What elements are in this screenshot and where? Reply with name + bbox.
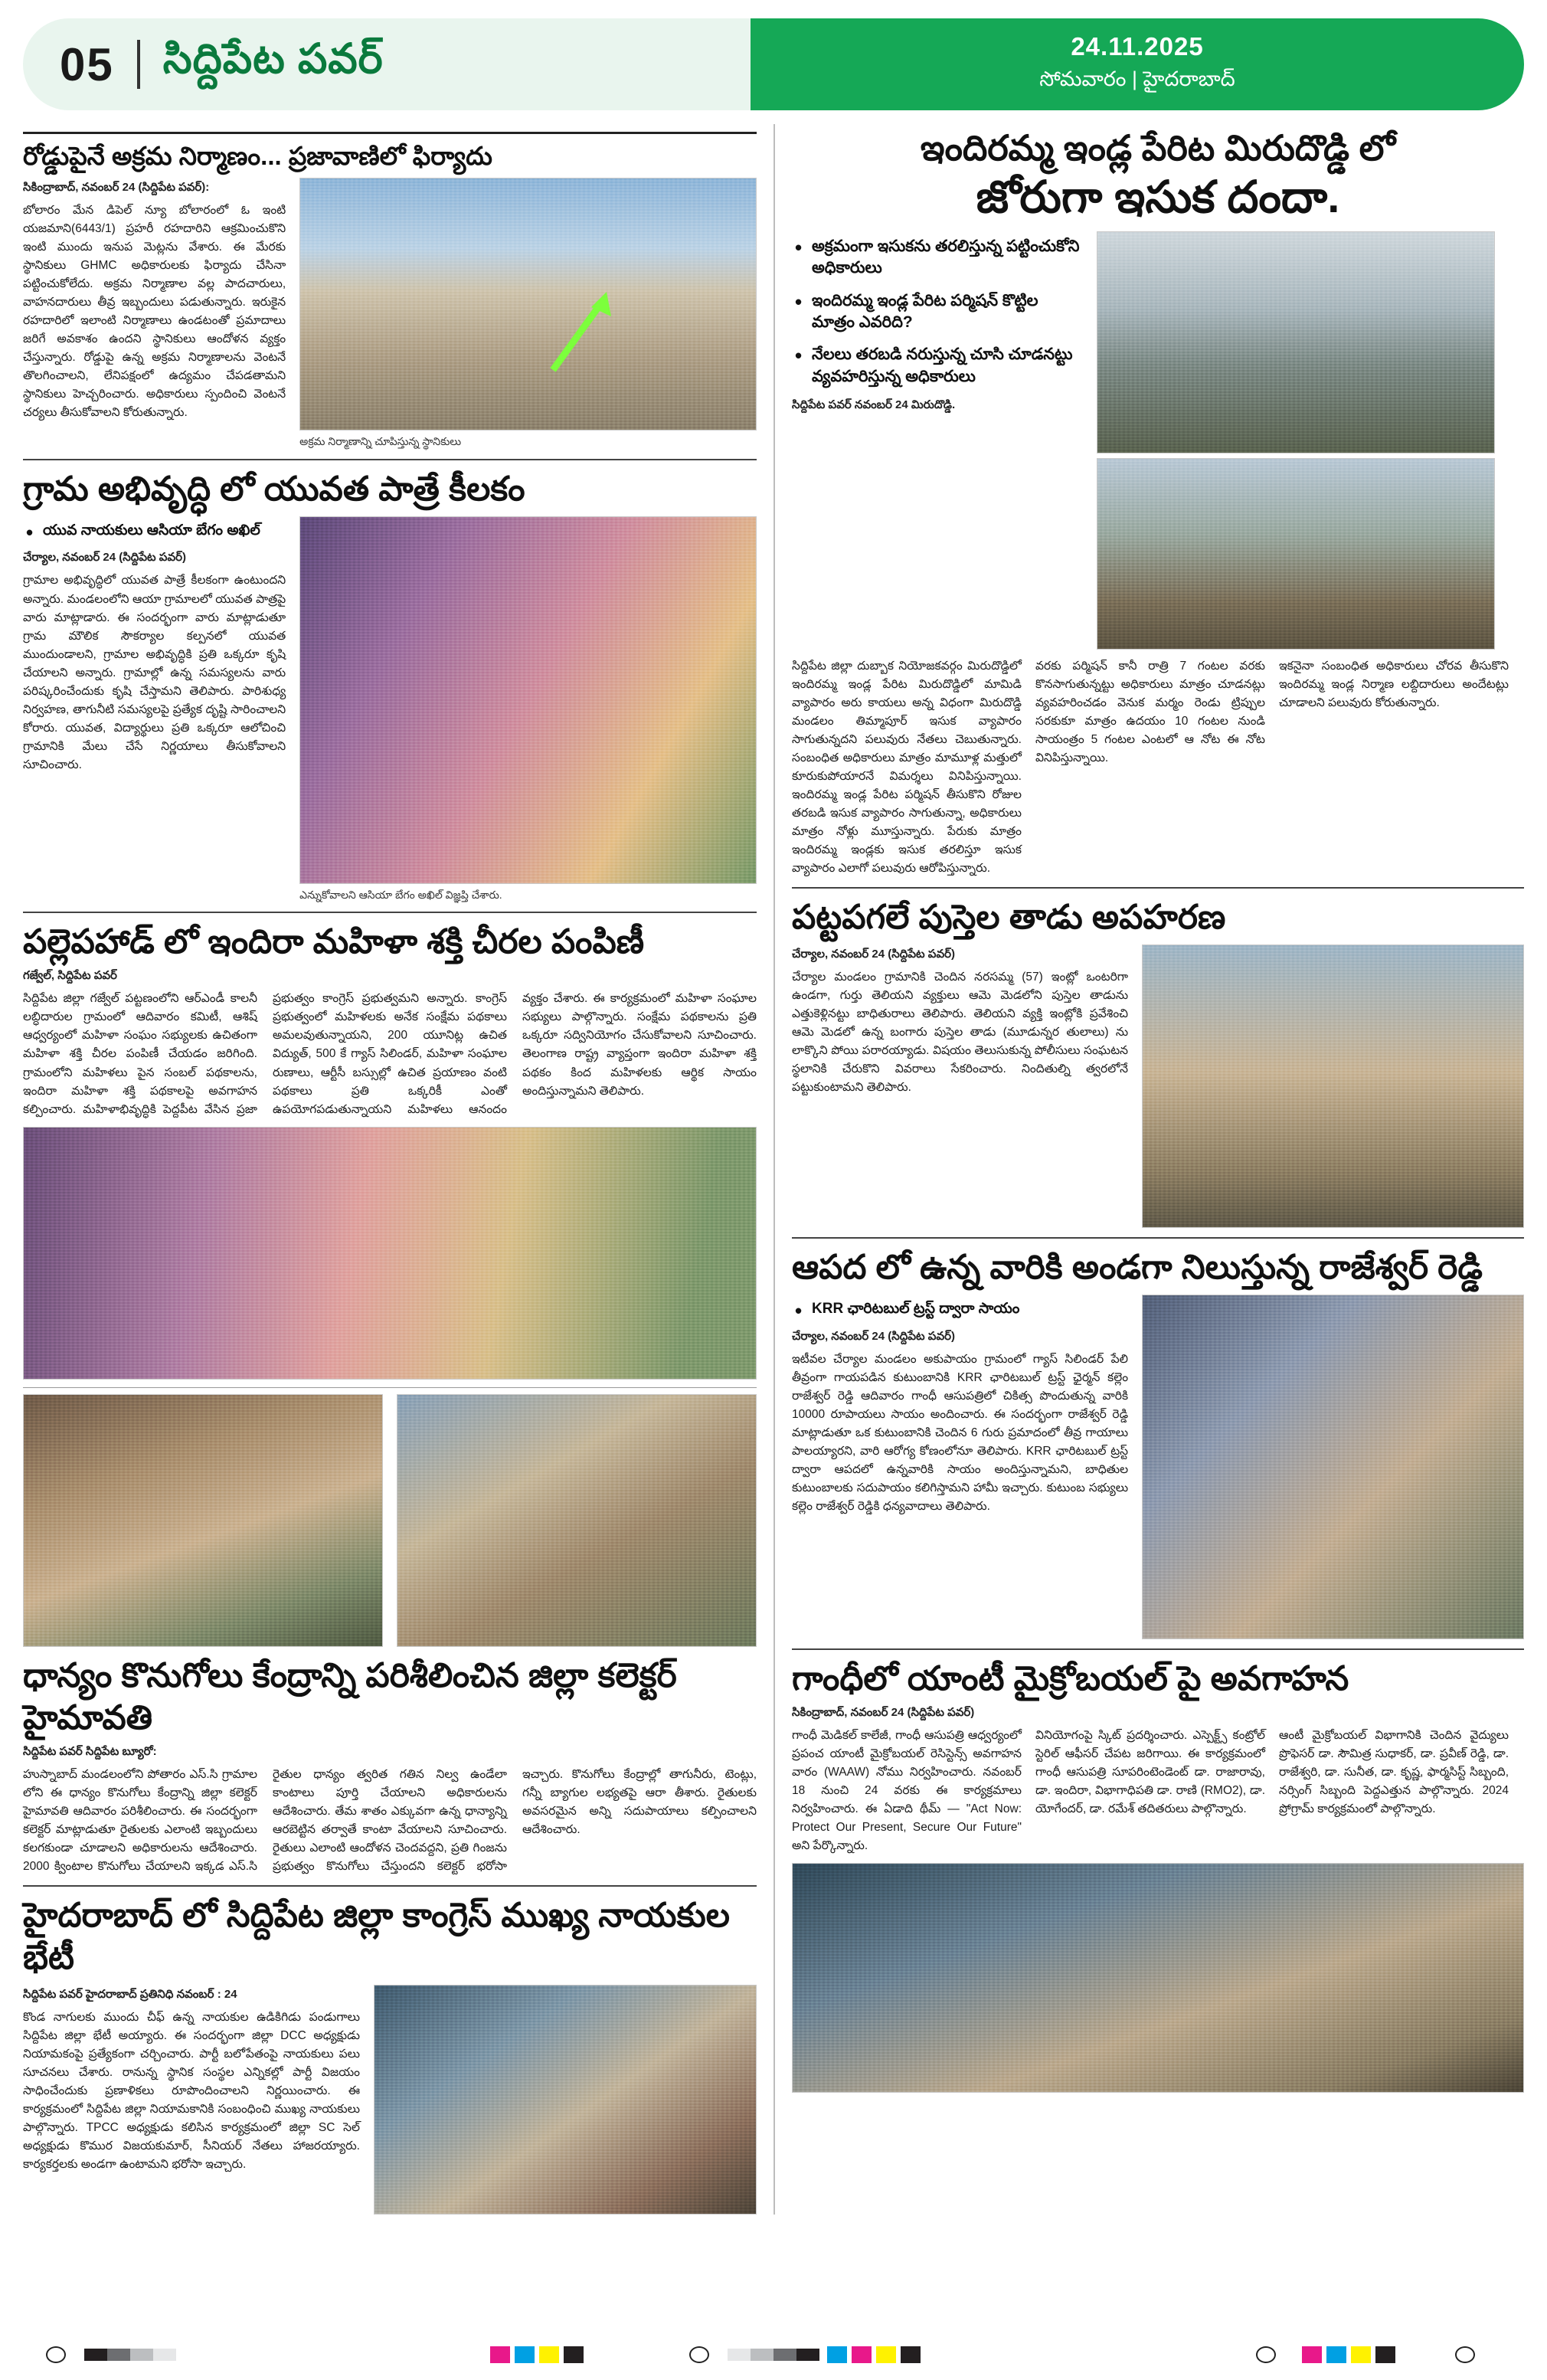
print-registration-bar	[0, 2346, 1547, 2366]
article-body: సిద్దిపేట జిల్లా గజ్వేల్ పట్టణంలోని ఆర్ఎండీ కాలనీ లబ్ధిదారుల గ్రామంలో ఆదివారం కమిటీ, ఆశిష్ ఆధ్వర్యంలో మహిళా సంఘం సభ్యులకు ఉచితంగా మహిళా శక్తి చీరల పంపిణీ చేయడం జరిగింది. గ్రామంలోని మహిళలు పైన సంబల్ పథకాలను, ఇందిరా మహిళా శక్తి పథకాలపై అవగాహన కల్పించారు. మహిళాభివృద్ధికి పెద్దపీట వేసిన ప్రజా ప్రభుత్వం కాంగ్రెస్ ప్రభుత్వమని అన్నారు. కాంగ్రెస్ ప్రభుత్వంలో మహిళలకు అనేక సంక్షేమ పథకాలు అమలవుతున్నాయని, 200 యూనిట్ల ఉచిత విద్యుత్, 500 కే గ్యాస్ సిలిండర్, మహిళా సంఘాల రుణాలు, ఆర్టీసీ బస్సుల్లో ఉచిత ప్రయాణం వంటి పథకాలు ప్రతి ఒక్కరికీ ఎంతో ఉపయోగపడుతున్నాయని మహిళలు ఆనందం వ్యక్తం చేశారు. ఈ కార్యక్రమంలో మహిళా సంఘాల సభ్యులు పాల్గొన్నారు. సంక్షేమ పథకాలను ప్రతి ఒక్కరూ సద్వినియోగం చేసుకోవాలని సూచించారు. తెలంగాణ రాష్ట్ర వ్యాప్తంగా ఇందిరా మహిళా శక్తి పథకం కింద మహిళలకు ఆర్థిక సాయం అందిస్తున్నామని తెలిపారు.	[23, 992, 757, 1116]
rule	[792, 1237, 1524, 1239]
article-body: కొండ నాగులకు ముందు చీఫ్ ఉన్న నాయకుల ఉడికిగిడు పండుగాలు సిద్దిపేట జిల్లా భేటీ అయ్యారు. ఈ సందర్భంగా జిల్లా DCC అధ్యక్షుడు నియామకంపై ప్రత్యేకంగా చర్చించారు. పార్టీ బలోపేతంపై నాయకులు పలు సూచనలు చేశారు. రానున్న స్థానిక సంస్థల ఎన్నికల్లో పార్టీ విజయం సాధించేందుకు ప్రణాళికలు రూపొందించాలని నిర్ణయించారు. ఈ కార్యక్రమంలో సిద్దిపేట జిల్లా నియామకానికి సంబంధించి ముఖ్య నాయకులు పాల్గొన్నారు. TPCC అధ్యక్షుడు కలిసిన కార్యక్రమంలో జిల్లా SC సెల్ అధ్యక్షుడు కొముర విజయకుమార్, సీనియర్ నేతలు హాజరయ్యారు. కార్యకర్తలకు అండగా ఉంటామని భరోసా ఇచ్చారు.	[23, 2010, 360, 2171]
bullet-item: • నేలలు తరబడి నరుస్తున్న చూసి చూడనట్టు వ్యవహరిస్తున్న అధికారులు	[792, 344, 1083, 388]
swatch-cyan	[515, 2346, 535, 2363]
rule	[23, 132, 757, 134]
article-body: బోలారం మేన డిపెల్ న్యూ బోలారంలో ఓ ఇంటి యజమాని(6443/1) ప్రహరీ రహదారిని ఆక్రమించుకొని ఇంటి ముందు ఇనుప మెట్లను వేశారు. ఈ మేరకు స్థానికులు GHMC అధికారులకు ఫిర్యాదు చేసినా పట్టించుకోలేదు. అక్రమ నిర్మాణాల వల్ల పాదచారులు, వాహనదారులు తీవ్ర ఇబ్బందులు పడుతున్నారు. ఇరుకైన రహదారిలో ఇలాంటి నిర్మాణాలు ఉండటంతో ప్రమాదాలు జరిగే అవకాశం ఉందని స్థానికులు ఆందోళన వ్యక్తం చేస్తున్నారు. రోడ్డుపై ఉన్న అక్రమ నిర్మాణాలను వెంటనే తొలగించాలని, లేనిపక్షంలో ఉద్యమం చేపడతామని స్థానికులు హెచ్చరించారు. అధికారులు స్పందించి వెంటనే చర్యలు తీసుకోవాలని కోరుతున్నారు.	[23, 204, 286, 420]
swatch-yellow	[539, 2346, 559, 2363]
article-byline: సిద్దిపేట పవర్ నవంబర్ 24 మిరుదొడ్డి.	[792, 398, 956, 411]
article-body: హుస్నాబాద్ మండలంలోని పోతారం ఎస్.సి గ్రామాల లోని ఈ ధాన్యం కొనుగోలు కేంద్రాన్ని జిల్లా కలెక్టర్ హైమావతి ఆదివారం పరిశీలించారు. ఈ సందర్భంగా కలెక్టర్ మాట్లాడుతూ రైతులకు ఎలాంటి ఇబ్బందులు కలగకుండా చూడాలని అధికారులను ఆదేశించారు. 2000 క్వింటాల కొనుగోలు చేయాలని ఇక్కడ ఎస్.సి రైతుల ధాన్యం త్వరిత గతిన నిల్వ ఉండేలా కాంటాలు పూర్తి చేయాలని అధికారులను ఆదేశించారు. తేమ శాతం ఎక్కువగా ఉన్న ధాన్యాన్ని ఆరబెట్టిన తర్వాతే కాంటా వేయాలని సూచించారు. రైతులు ఎలాంటి ఆందోళన చెందవద్దని, ప్రతి గింజను ప్రభుత్వం కొనుగోలు చేస్తుందని కలెక్టర్ భరోసా ఇచ్చారు. కొనుగోలు కేంద్రాల్లో తాగునీరు, టెంట్లు, గన్నీ బ్యాగుల లభ్యతపై ఆరా తీశారు. రైతులకు అవసరమైన అన్ని సదుపాయాలు కల్పించాలని ఆదేశించారు.	[23, 1767, 757, 1873]
photo-texture	[24, 1395, 382, 1646]
swatch-magenta	[490, 2346, 510, 2363]
rule	[792, 887, 1524, 889]
article-headline: ధాన్యం కొనుగోలు కేంద్రాన్ని పరిశీలించిన జిల్లా కలెక్టర్ హైమావతి	[23, 1656, 677, 1737]
masthead-divider	[137, 40, 140, 89]
swatch-black	[1375, 2346, 1395, 2363]
issue-day-edition: సోమవారం | హైదరాబాద్	[1039, 67, 1235, 90]
article-byline: చేర్యాల, నవంబర్ 24 (సిద్దిపేట పవర్)	[23, 551, 187, 565]
article-photo	[1142, 1295, 1524, 1639]
article-bullets	[792, 236, 1083, 388]
article-body-col3: ఆంటీ మైక్రోబయల్ విభాగానికి చెందిన వైద్యులు ప్రొఫెసర్ డా. సౌమిత్ర సుధాకర్, డా. ప్రవీణ్ రెడ్డి, డా. రాజేశ్వరి, డా. సునీత, డా. కృష్ణ, ఫార్మసిస్ట్ సిబ్బంది, నర్సింగ్ సిబ్బంది పెద్దఎత్తున పాల్గొన్నారు. 2024 ప్రోగ్రామ్ కార్యక్రమంలో పాల్గొన్నారు.	[1279, 1729, 1509, 1816]
issue-date: 24.11.2025	[1071, 32, 1204, 61]
bullet-item: • KRR ఛారిటబుల్ ట్రస్ట్ ద్వారా సాయం	[792, 1299, 1128, 1319]
article-headline: గాంధీలో యాంటీ మైక్రోబయల్ పై అవగాహన	[792, 1660, 1349, 1698]
swatch-magenta	[852, 2346, 872, 2363]
article-byline: సికింద్రాబాద్, నవంబర్ 24 (సిద్దిపేట పవర్)	[792, 1706, 975, 1720]
rule	[23, 459, 757, 460]
swatch-black	[564, 2346, 584, 2363]
photo-texture	[793, 1864, 1523, 2092]
article-antimicrobial-awareness	[792, 1658, 1524, 2093]
article-congress-leaders-meeting	[23, 1894, 757, 2215]
article-body-col1: సిద్దిపేట జిల్లా దుబ్బాక నియోజకవర్గం మిరుదొడ్డిలో ఇందిరమ్మ ఇండ్ల పేరిట మిరుదొడ్డిలో మామిడి వ్యాపారం అరు కాయలు అన్న విధంగా మిరుదొడ్డి మండలం తిమ్మాపూర్ ఇసుక వ్యాపారం సాగుతున్నదని పలువురు నేతలు చెబుతున్నారు. సంబంధిత అధికారులు మాత్రం మామూళ్ల మత్తులో కూరుకుపోయారనే విమర్శలు వినిపిస్తున్నాయి. ఇందిరమ్మ ఇండ్ల పేరిట పర్మిషన్ తీసుకొని రోజుల తరబడి ఇసుక వ్యాపారం సాగుతున్నా, అధికారులు మాత్రం నోళ్లు మూస్తున్నారు. పేరుకు మాత్రం ఇందిరమ్మ ఇండ్లకు ఇసుక తరలిస్తూ ఇసుక వ్యాపారం ఎలాగో పలువురు ఆరోపిస్తున్నారు.	[792, 659, 1022, 876]
article-headline: పల్లెపహాడ్ లో ఇందిరా మహిళా శక్తి చీరల పంపిణీ	[23, 923, 645, 961]
article-byline: సిద్దిపేట పవర్ హైదరాబాద్ ప్రతినిధి నవంబర్ : 24	[23, 1987, 237, 2001]
rule	[23, 1885, 757, 1887]
swatch-magenta	[1302, 2346, 1322, 2363]
article-headline: గ్రామ అభివృద్ధి లో యువత పాత్రే కీలకం	[23, 470, 525, 508]
article-photo	[299, 516, 757, 884]
registration-mark	[1256, 2346, 1276, 2363]
swatch-cyan	[1326, 2346, 1346, 2363]
swatch-yellow	[1351, 2346, 1371, 2363]
color-swatches-far-right	[1302, 2346, 1395, 2363]
photo-pair	[23, 1394, 757, 1647]
swatch-yellow	[876, 2346, 896, 2363]
article-paddy-procurement	[23, 1655, 757, 1876]
page-content	[23, 124, 1524, 2215]
article-headline: ఆపద లో ఉన్న వారికి అండగా నిలుస్తున్న రాజేశ్వర్ రెడ్డి	[792, 1249, 1483, 1287]
registration-mark	[689, 2346, 709, 2363]
article-photo	[1142, 944, 1524, 1228]
article-youth-village-development	[23, 468, 757, 903]
article-body: గ్రామాల అభివృద్ధిలో యువత పాత్రే కీలకంగా ఉంటుందని అన్నారు. మండలంలోని ఆయా గ్రామాలలో యువత పాత్రపై వారు మాట్లాడారు. ఈ సందర్భంగా వారు మాట్లాడుతూ గ్రామ మౌలిక సౌకర్యాల కల్పనలో యువత ముందుండాలని, గ్రామాల అభివృద్ధికి ప్రతి ఒక్కరూ కృషి చేయాలని అన్నారు. గ్రామాల్లో ఉన్న సమస్యలను వారు పరిష్కరించేందుకు కృషి చేస్తామని తెలిపారు. పారిశుధ్య నిర్వహణ, తాగునీటి సమస్యలపై ప్రత్యేక దృష్టి సారించాలని కోరారు. యువత, విద్యార్థులు ప్రతి ఒక్కరూ ఆలోచించి గ్రామానికి మేలు చేసే నిర్ణయాలు తీసుకోవాలని సూచించారు.	[23, 574, 286, 771]
bullet-item: • అక్రమంగా ఇసుకను తరలిస్తున్న పట్టించుకోని అధికారులు	[792, 236, 1083, 280]
article-body-col1: గాంధీ మెడికల్ కాలేజీ, గాంధీ ఆసుపత్రి ఆధ్వర్యంలో ప్రపంచ యాంటీ మైక్రోబయల్ రెసిస్టెన్స్ అవగాహన వారం (WAAW) నోము నిర్వహించారు. నవంబర్ 18 నుంచి 24 వరకు ఈ కార్యక్రమాలు నిర్వహించారు. ఈ ఏడాది థీమ్ — "Act Now: Protect Our Present, Secure Our Future" అని పేర్కొన్నారు.	[792, 1729, 1022, 1853]
article-byline: చేర్యాల, నవంబర్ 24 (సిద్దిపేట పవర్)	[792, 948, 956, 961]
publication-title: సిద్దిపేట పవర్	[162, 36, 384, 82]
photo-texture	[300, 517, 756, 883]
article-photo	[792, 1863, 1524, 2093]
masthead-right	[751, 18, 1524, 110]
bullet-item: • యువ నాయకులు ఆసియా బేగం అఖిల్	[23, 521, 286, 541]
article-photo	[397, 1394, 757, 1647]
article-photo	[299, 178, 757, 430]
article-saree-distribution	[23, 921, 757, 1379]
photo-texture	[24, 1128, 756, 1379]
page-number: 05	[60, 38, 114, 90]
article-body-col2: వరకు పర్మిషన్ కానీ రాత్రి 7 గంటల వరకు కొనసాగుతున్నట్టు అధికారులు మాత్రం చూడనట్లు వ్యవహరించడం వెనుక మర్మం రెండు ట్రిప్పుల సరకుకూ మాత్రం ఉదయం 10 గంటల నుండి సాయంత్రం 5 గంటల ఎంటలో ఆ నోట ఈ నోట వినిపిస్తున్నాయి.	[1035, 659, 1265, 764]
swatch-black	[901, 2346, 921, 2363]
article-chain-snatching	[792, 896, 1524, 1228]
article-photo	[23, 1127, 757, 1380]
article-byline: గజ్వేల్, సిద్దిపేట పవర్	[23, 969, 117, 983]
bullet-item: • ఇందిరమ్మ ఇండ్ల పేరిట పర్మిషన్ కొట్టిల మాత్రం ఎవరిది?	[792, 290, 1083, 334]
article-headline-line2: జోరుగా ఇసుక దందా.	[976, 172, 1340, 223]
arrow-annotation-icon	[300, 178, 757, 430]
photo-texture	[1143, 1295, 1523, 1639]
registration-mark	[46, 2346, 66, 2363]
article-body-col3: ఇకనైనా సంబంధిత అధికారులు చోరవ తీసుకొని ఇందిరమ్మ ఇండ్ల నిర్మాణ లబ్దిదారులు అందేటట్లు చూడాలని పలువురు కోరుతున్నారు.	[1279, 659, 1509, 709]
article-byline: చేర్యాల, నవంబర్ 24 (సిద్దిపేట పవర్)	[792, 1329, 956, 1343]
article-headline: హైదరాబాద్ లో సిద్దిపేట జిల్లా కాంగ్రెస్ ముఖ్య నాయకుల భేటీ	[23, 1896, 730, 1976]
photo-texture	[374, 1986, 756, 2214]
article-krr-charitable-trust	[792, 1246, 1524, 1639]
photo-texture	[1143, 945, 1523, 1227]
photo-caption: ఎన్నుకోవాలని ఆసియా బేగం అఖిల్ విజ్ఞప్తి చేశారు.	[299, 888, 502, 901]
newspaper-page	[0, 18, 1547, 2380]
article-photo	[23, 1394, 383, 1647]
left-column	[23, 124, 774, 2215]
article-body-col2: వినియోగంపై స్కిట్ ప్రదర్శించారు. ఎస్పెక్ట్స్ కంట్రోల్ స్టెరిల్ ఆఫీసర్ చేపట జరిగాయి. ఈ కార్యక్రమంలో గాంధీ ఆసుపత్రి సూపరింటెండెంట్ డా. రాజారావు, డా. ఇందిరా, విభాగాధిపతి డా. రాణి (RMO2), డా. యోగేందర్, డా. రమేశ్ తదితరులు పాల్గొన్నారు.	[1035, 1729, 1265, 1816]
color-swatches-center	[490, 2346, 584, 2363]
swatch-cyan	[827, 2346, 847, 2363]
article-headline: రోడ్డుపైనే అక్రమ నిర్మాణం... ప్రజావాణిలో ఫిర్యాదు	[23, 142, 492, 170]
article-headline: పట్టపగలే పుస్తెల తాడు అపహరణ	[792, 899, 1226, 937]
article-sand-mafia	[792, 127, 1524, 878]
masthead	[23, 18, 1524, 110]
article-body: ఇటీవల చేర్యాల మండలం అకుపాయం గ్రామంలో గ్యాస్ సిలిండర్ పేలి తీవ్రంగా గాయపడిన కుటుంబానికి KRR ఛారిటబుల్ ట్రస్ట్ ఛైర్మన్ కల్లెం రాజేశ్వర్ రెడ్డి ఆదివారం గాంధీ ఆసుపత్రిలో చికిత్స పొందుతున్న వారికి 10000 రూపాయలు సాయం అందించారు. ఈ సందర్భంగా రాజేశ్వర్ రెడ్డి మాట్లాడుతూ ఒక కుటుంబానికి చెందిన 6 గురు ప్రమాదంలో తీవ్ర గాయాలు పాలయ్యారని, వారి ఆరోగ్య కోణంలోనూ తెలిపారు. KRR ఛారిటబుల్ ట్రస్ట్ ద్వారా ఆపదలో ఉన్నవారికి సాయం అందిస్తున్నామని, బాధితుల కుటుంబాలకు సదుపాయం కలిగిస్తామని హామీ ఇచ్చారు. కుటుంబ సభ్యులు కల్లెం రాజేశ్వర్ రెడ్డికి ధన్యవాదాలు తెలిపారు.	[792, 1352, 1129, 1513]
photo-texture	[397, 1395, 756, 1646]
article-illegal-construction	[23, 140, 757, 450]
masthead-left	[23, 18, 751, 110]
rule	[792, 1648, 1524, 1650]
article-photo	[1097, 458, 1495, 650]
photo-caption: అక్రమ నిర్మాణాన్ని చూపిస్తున్న స్థానికులు	[299, 435, 462, 448]
registration-gradient-bar	[728, 2349, 819, 2361]
rule	[23, 912, 757, 913]
article-photo	[374, 1985, 757, 2215]
registration-gradient-bar	[84, 2349, 176, 2361]
article-headline-line1: ఇందిరమ్మ ఇండ్ల పేరిట మిరుదొడ్డి లో	[920, 128, 1396, 168]
color-swatches-right	[827, 2346, 921, 2363]
right-column	[774, 124, 1524, 2215]
article-bullets	[792, 1299, 1128, 1319]
article-byline: సికింద్రాబాద్, నవంబర్ 24 (సిద్దిపేట పవర్):	[23, 181, 210, 195]
article-bullets	[23, 521, 286, 541]
photo-texture	[1097, 232, 1494, 453]
article-photo	[1097, 231, 1495, 453]
article-body: చేర్యాల మండలం గ్రామానికి చెందిన నరసమ్మ (57) ఇంట్లో ఒంటరిగా ఉండగా, గుర్తు తెలియని వ్యక్తులు ఆమె మెడలోని పుస్తెల తాడును ఎత్తుకెళ్లినట్టు బాధితురాలు తెలిపారు. తెలియని వ్యక్తి ఇంట్లోకి ప్రవేశించి ఆమె మెడలో ఉన్న బంగారు పుస్తెల తాడు (మూడున్నర తులాలు) ను లాక్కొని పోయి పరారయ్యాడు. విషయం తెలుసుకున్న పోలీసులు సంఘటన స్థలానికి చేరుకొని వివరాలు సేకరించారు. నిందితుల్ని త్వరలోనే పట్టుకుంటామని తెలిపారు.	[792, 971, 1129, 1095]
photo-texture	[1097, 459, 1494, 649]
rule	[23, 1387, 757, 1388]
article-byline: సిద్దిపేట పవర్ సిద్దిపేట బ్యూరో:	[23, 1744, 157, 1758]
registration-mark	[1455, 2346, 1475, 2363]
